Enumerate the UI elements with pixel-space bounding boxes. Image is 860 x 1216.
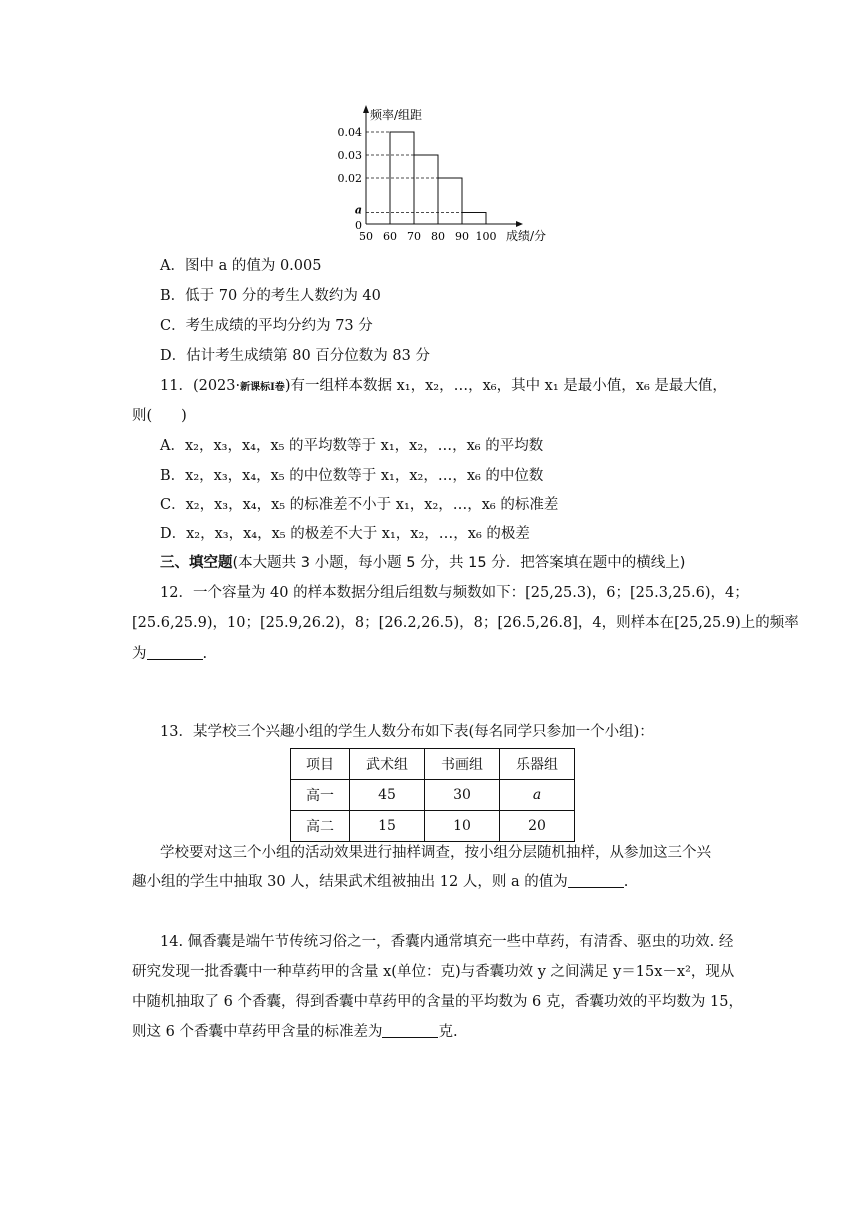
y-tick-label: 0.03 — [337, 149, 362, 162]
x-tick-label: 90 — [455, 230, 469, 243]
table-cell: 20 — [500, 811, 575, 842]
q11-source-tag: 新课标Ⅰ卷 — [240, 382, 285, 393]
q10-option-a: A．图中 a 的值为 0.005 — [160, 258, 322, 274]
table-header-cell: 乐器组 — [500, 749, 575, 780]
q11-stem-line2: 则( ) — [132, 408, 187, 424]
y-tick-label: a — [354, 203, 362, 217]
x-tick-label: 70 — [407, 230, 421, 243]
x-tick-label: 50 — [359, 230, 373, 243]
table-cell: 15 — [350, 811, 425, 842]
q11-stem — [160, 376, 727, 398]
q12-line1: 12．一个容量为 40 的样本数据分组后组数与频数如下：[25,25.3)，6；[25.3,25.6)，4； — [160, 585, 749, 601]
q14-answer-blank[interactable] — [382, 1023, 438, 1038]
section-3-title: 三、填空题 — [160, 555, 233, 571]
q11-source-close: ) — [284, 378, 291, 394]
q14-line2: 研究发现一批香囊中一种草药甲的含量 x(单位：克)与香囊功效 y 之间满足 y＝15x－x²，现从 — [132, 964, 735, 980]
y-tick-label: 0.04 — [337, 126, 362, 139]
section-3-note: (本大题共 3 小题，每小题 5 分，共 15 分．把答案填在题中的横线上) — [232, 555, 686, 571]
q11-option-d: D．x₂，x₃，x₄，x₅ 的极差不大于 x₁，x₂，…，x₆ 的极差 — [160, 526, 530, 542]
histogram-svg — [336, 100, 596, 250]
table-cell: 高二 — [291, 811, 350, 842]
q12-line3-post: . — [202, 646, 208, 662]
table-header-row — [291, 749, 575, 780]
table-cell: 高一 — [291, 780, 350, 811]
x-axis-arrow — [516, 221, 523, 227]
q14-line4-pre: 则这 6 个香囊中草药甲含量的标准差为 — [132, 1024, 383, 1040]
q12-line3 — [132, 644, 207, 664]
q14-line4 — [132, 1022, 458, 1042]
q14-line1: 14. 佩香囊是端午节传统习俗之一，香囊内通常填充一些中草药，有清香、驱虫的功效. 经 — [160, 934, 734, 950]
table-header-cell: 项目 — [291, 749, 350, 780]
q13-line1: 13．某学校三个兴趣小组的学生人数分布如下表(每名同学只参加一个小组)： — [160, 724, 654, 740]
q13-line3 — [132, 872, 628, 892]
q11-number: 11． — [160, 378, 193, 394]
q12-line2: [25.6,25.9)，10；[25.9,26.2)，8；[26.2,26.5)，8；[26.5,26.8]，4，则样本在[25,25.9)上的频率 — [132, 615, 799, 631]
q11-option-c: C．x₂，x₃，x₄，x₅ 的标准差不小于 x₁，x₂，…，x₆ 的标准差 — [160, 497, 559, 513]
section-3-heading — [160, 553, 685, 573]
y-axis-arrow — [363, 105, 369, 113]
table-header-cell: 武术组 — [350, 749, 425, 780]
table-row — [291, 780, 575, 811]
y-tick-label: 0 — [355, 219, 362, 232]
q12-line3-pre: 为 — [132, 646, 147, 662]
y-axis-label: 频率/组距 — [370, 108, 423, 122]
histogram-bar — [438, 178, 462, 224]
table-row — [291, 811, 575, 842]
q14-line3: 中随机抽取了 6 个香囊，得到香囊中草药甲的含量的平均数为 6 克，香囊功效的平均数为 15， — [132, 994, 743, 1010]
frequency-histogram — [336, 100, 596, 250]
table-cell: 10 — [425, 811, 500, 842]
q13-line3-post: . — [623, 874, 629, 890]
q13-answer-blank[interactable] — [568, 873, 624, 888]
q11-source-open: (2023· — [192, 378, 241, 394]
q11-stem-text: 有一组样本数据 x₁，x₂，…，x₆，其中 x₁ 是最小值，x₆ 是最大值， — [290, 378, 727, 394]
table-cell: 30 — [425, 780, 500, 811]
q11-option-b: B．x₂，x₃，x₄，x₅ 的中位数等于 x₁，x₂，…，x₆ 的中位数 — [160, 468, 544, 484]
q12-answer-blank[interactable] — [147, 645, 203, 660]
q13-line2: 学校要对这三个小组的活动效果进行抽样调查，按小组分层随机抽样，从参加这三个兴 — [160, 845, 711, 861]
table-cell: a — [500, 780, 575, 811]
q10-option-b: B．低于 70 分的考生人数约为 40 — [160, 288, 381, 304]
x-tick-label: 60 — [383, 230, 397, 243]
q11-option-a: A．x₂，x₃，x₄，x₅ 的平均数等于 x₁，x₂，…，x₆ 的平均数 — [160, 438, 544, 454]
x-tick-label: 80 — [431, 230, 445, 243]
table-cell: 45 — [350, 780, 425, 811]
q13-table — [290, 748, 575, 842]
table-header-cell: 书画组 — [425, 749, 500, 780]
q10-option-c: C．考生成绩的平均分约为 73 分 — [160, 318, 373, 334]
q13-line3-pre: 趣小组的学生中抽取 30 人，结果武术组被抽出 12 人，则 a 的值为 — [132, 874, 568, 890]
x-axis-label: 成绩/分 — [506, 229, 547, 243]
y-tick-label: 0.02 — [337, 172, 362, 185]
x-tick-label: 100 — [475, 230, 497, 243]
q14-line4-post: 克. — [438, 1024, 458, 1040]
histogram-bar — [414, 155, 438, 224]
q10-option-d: D．估计考生成绩第 80 百分位数为 83 分 — [160, 348, 430, 364]
histogram-bar — [462, 213, 486, 225]
